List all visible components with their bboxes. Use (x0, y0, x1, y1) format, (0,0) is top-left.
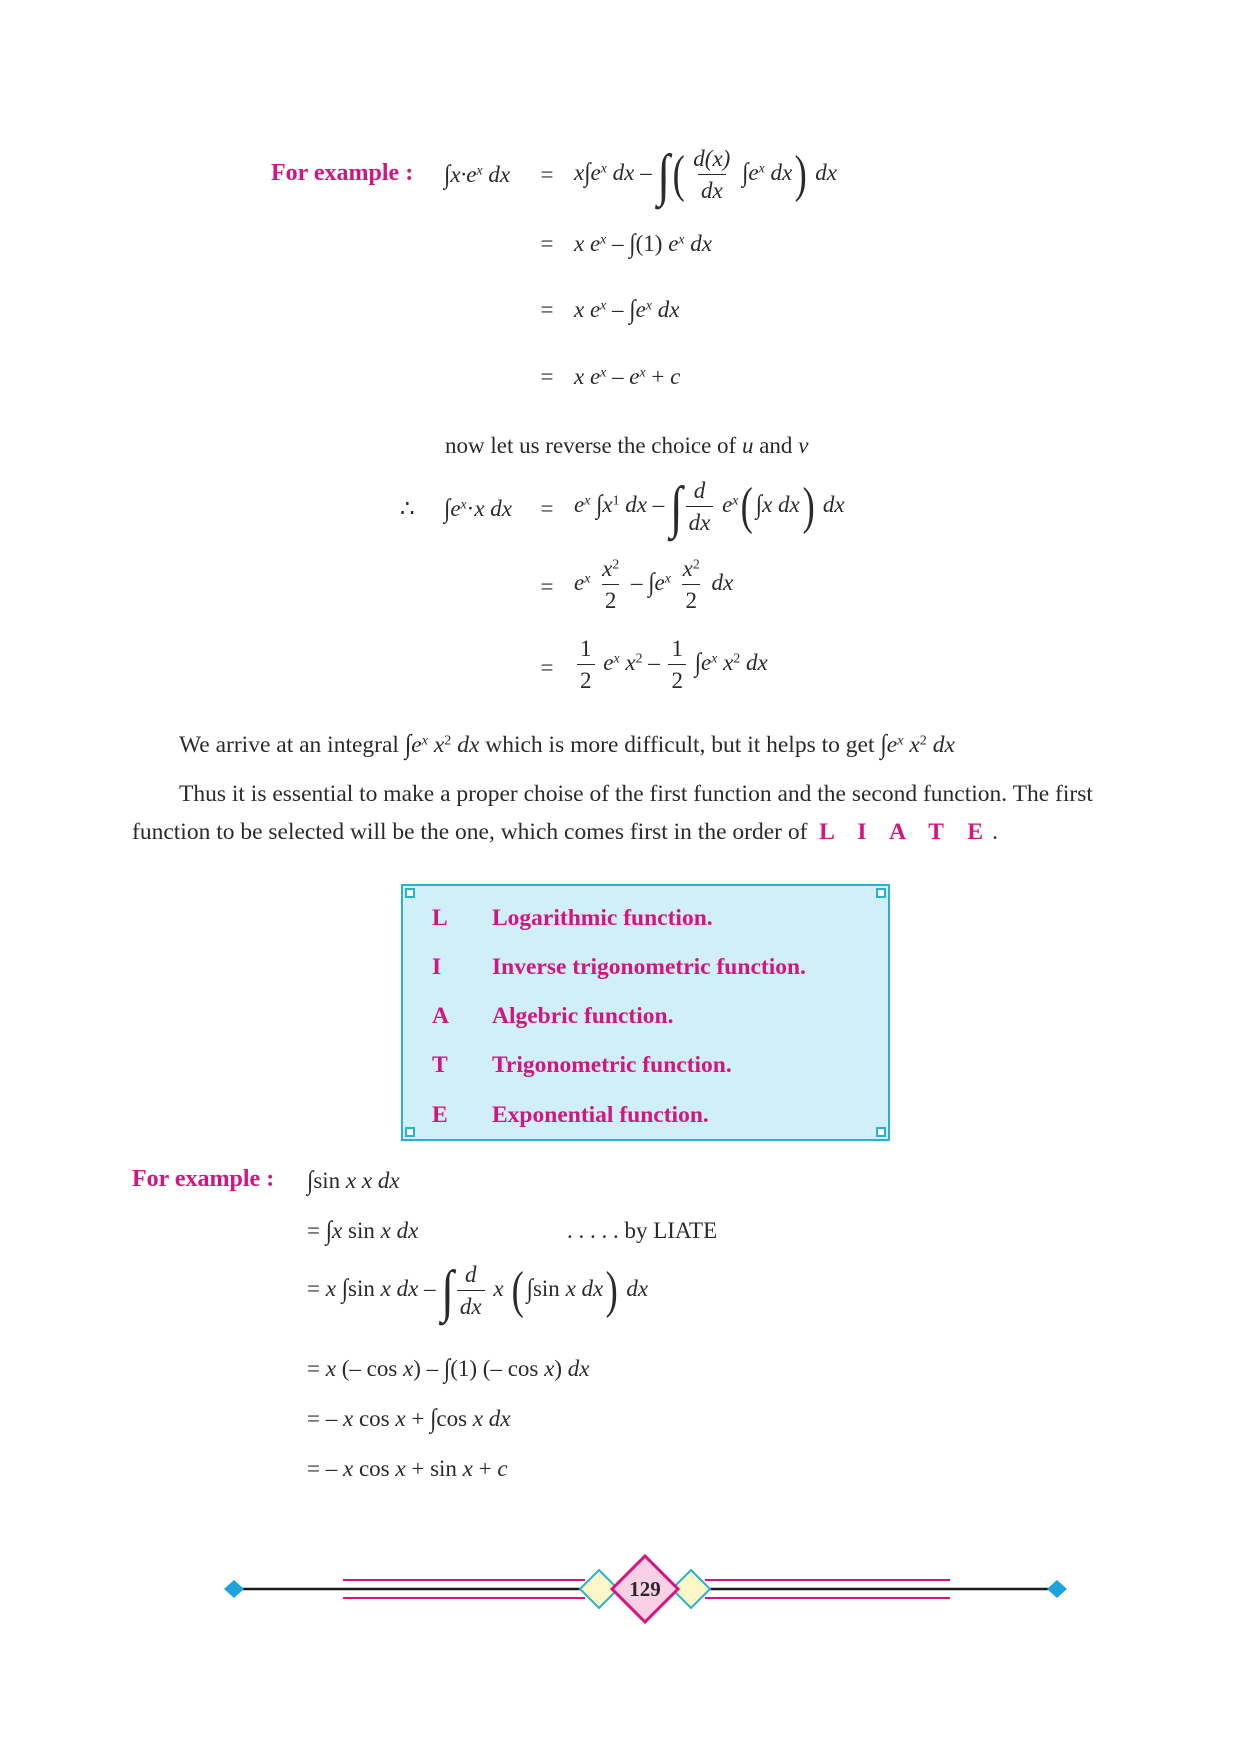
equation-line-1-rhs: $x\int e^x$ dx – ∫( $\frac{d(x)}{dx}$ $\int e^x$ dx) dx (574, 142, 837, 207)
liate-desc: Inverse trigonometric function. (492, 954, 806, 980)
example2-line-2: = ∫x sin x dx (307, 1216, 419, 1245)
lhs-text: x·e (450, 162, 477, 187)
therefore-symbol: ∴ (400, 496, 415, 521)
equals-2: = (540, 231, 554, 256)
equation-line-2: x $e^x - \int(1)$ $e^x$ dx (574, 229, 712, 258)
liate-letter: A (432, 1003, 449, 1029)
by-liate-note: . . . . . by LIATE (567, 1218, 718, 1243)
footer-end-diamond-left (224, 1580, 244, 1598)
liate-word: L I A T E (819, 819, 993, 845)
example-label-2: For example : (132, 1166, 275, 1192)
reverse-choice-text: now let us reverse the choice of u and v (445, 433, 809, 458)
example2-line-3: = x ∫sin x dx – ∫ $\frac{d}{dx}$ x ( ∫sin x dx) dx (307, 1258, 649, 1323)
liate-letter: I (432, 954, 442, 980)
equation-line-5-lhs: $\int e^x\cdot x$ dx (444, 494, 512, 523)
equation-line-5-rhs: $e^x$ $\int x^1$ dx – ∫ $\frac{d}{dx}$ $e^x$( ∫x dx) dx (574, 474, 845, 539)
paragraph-choise-line-2: function to be selected will be the one, which comes first in the order of L I A T E. (132, 819, 998, 845)
example2-line-5: = – x cos x + ∫cos x dx (307, 1404, 511, 1433)
para1-start: We arrive at an integral (179, 732, 399, 758)
example2-line-4: = x (– cos x) – ∫(1) (– cos x) dx (307, 1354, 590, 1383)
equals-4: = (540, 364, 554, 389)
page-number: 129 (629, 1577, 661, 1601)
equals-3: = (540, 297, 554, 322)
liate-desc: Trigonometric function. (492, 1052, 732, 1078)
fraction-x2-over-2: $\frac{x^2}{2}$ (602, 556, 620, 614)
para1-mid: which is more difficult, but it helps to get (485, 732, 875, 758)
liate-desc: Algebric function. (492, 1003, 674, 1029)
corner-ornament (876, 888, 886, 898)
equals-7: = (540, 655, 554, 680)
equation-line-4: x $e^x - e^x + c$ (574, 364, 681, 389)
example-label-1: For example : (271, 160, 414, 186)
equation-line-7: $\frac{1}{2}$ $e^x$ $x^2$ – $\frac{1}{2}$ $\int e^x$ $x^2$ dx (574, 636, 768, 694)
equals-5: = (540, 496, 554, 521)
fraction-x2-over-2-b: $\frac{x^2}{2}$ (682, 556, 700, 614)
equation-line-1-lhs: $\int x\cdot e^x$ dx (444, 160, 511, 189)
liate-letter: L (432, 905, 448, 931)
fraction-dx-over-dx: $\frac{d(x)}{dx}$ (693, 146, 731, 204)
paragraph-choise-line-1: Thus it is essential to make a proper choise of the first function and the second function. The first (179, 781, 1093, 807)
equation-line-6: $e^x$ $\frac{x^2}{2}$ – $\int e^x$ $\frac{x^2}{2}$ dx (574, 556, 734, 614)
corner-ornament (405, 888, 415, 898)
liate-letter: T (432, 1052, 448, 1078)
example2-line-1: ∫sin x x dx (307, 1166, 400, 1195)
corner-ornament (876, 1127, 886, 1137)
fraction-1-over-2: $\frac{1}{2}$ (577, 636, 595, 694)
liate-letter: E (432, 1102, 448, 1128)
fraction-d-over-dx: $\frac{d}{dx}$ (686, 478, 714, 536)
equals-1: = (540, 162, 554, 187)
example2-line-6: = – x cos x + sin x + c (307, 1456, 508, 1481)
fraction-1-over-2-b: $\frac{1}{2}$ (668, 636, 686, 694)
fraction-d-over-dx-2: $\frac{d}{dx}$ (457, 1262, 485, 1320)
equation-line-3: x $e^x - \int e^x$ dx (574, 295, 680, 324)
liate-desc: Logarithmic function. (492, 905, 713, 931)
corner-ornament (405, 1127, 415, 1137)
liate-desc: Exponential function. (492, 1102, 709, 1128)
paragraph-more-difficult: We arrive at an integral $\int e^x$ $x^2$ dx which is more difficult, but it helps to get $\int e^x$ $x^2$ dx (179, 730, 955, 760)
para2-line2-text: function to be selected will be the one, which comes first in the order of (132, 819, 808, 845)
liate-box (401, 884, 890, 1141)
footer-end-diamond-right (1047, 1580, 1067, 1598)
equals-6: = (540, 574, 554, 599)
